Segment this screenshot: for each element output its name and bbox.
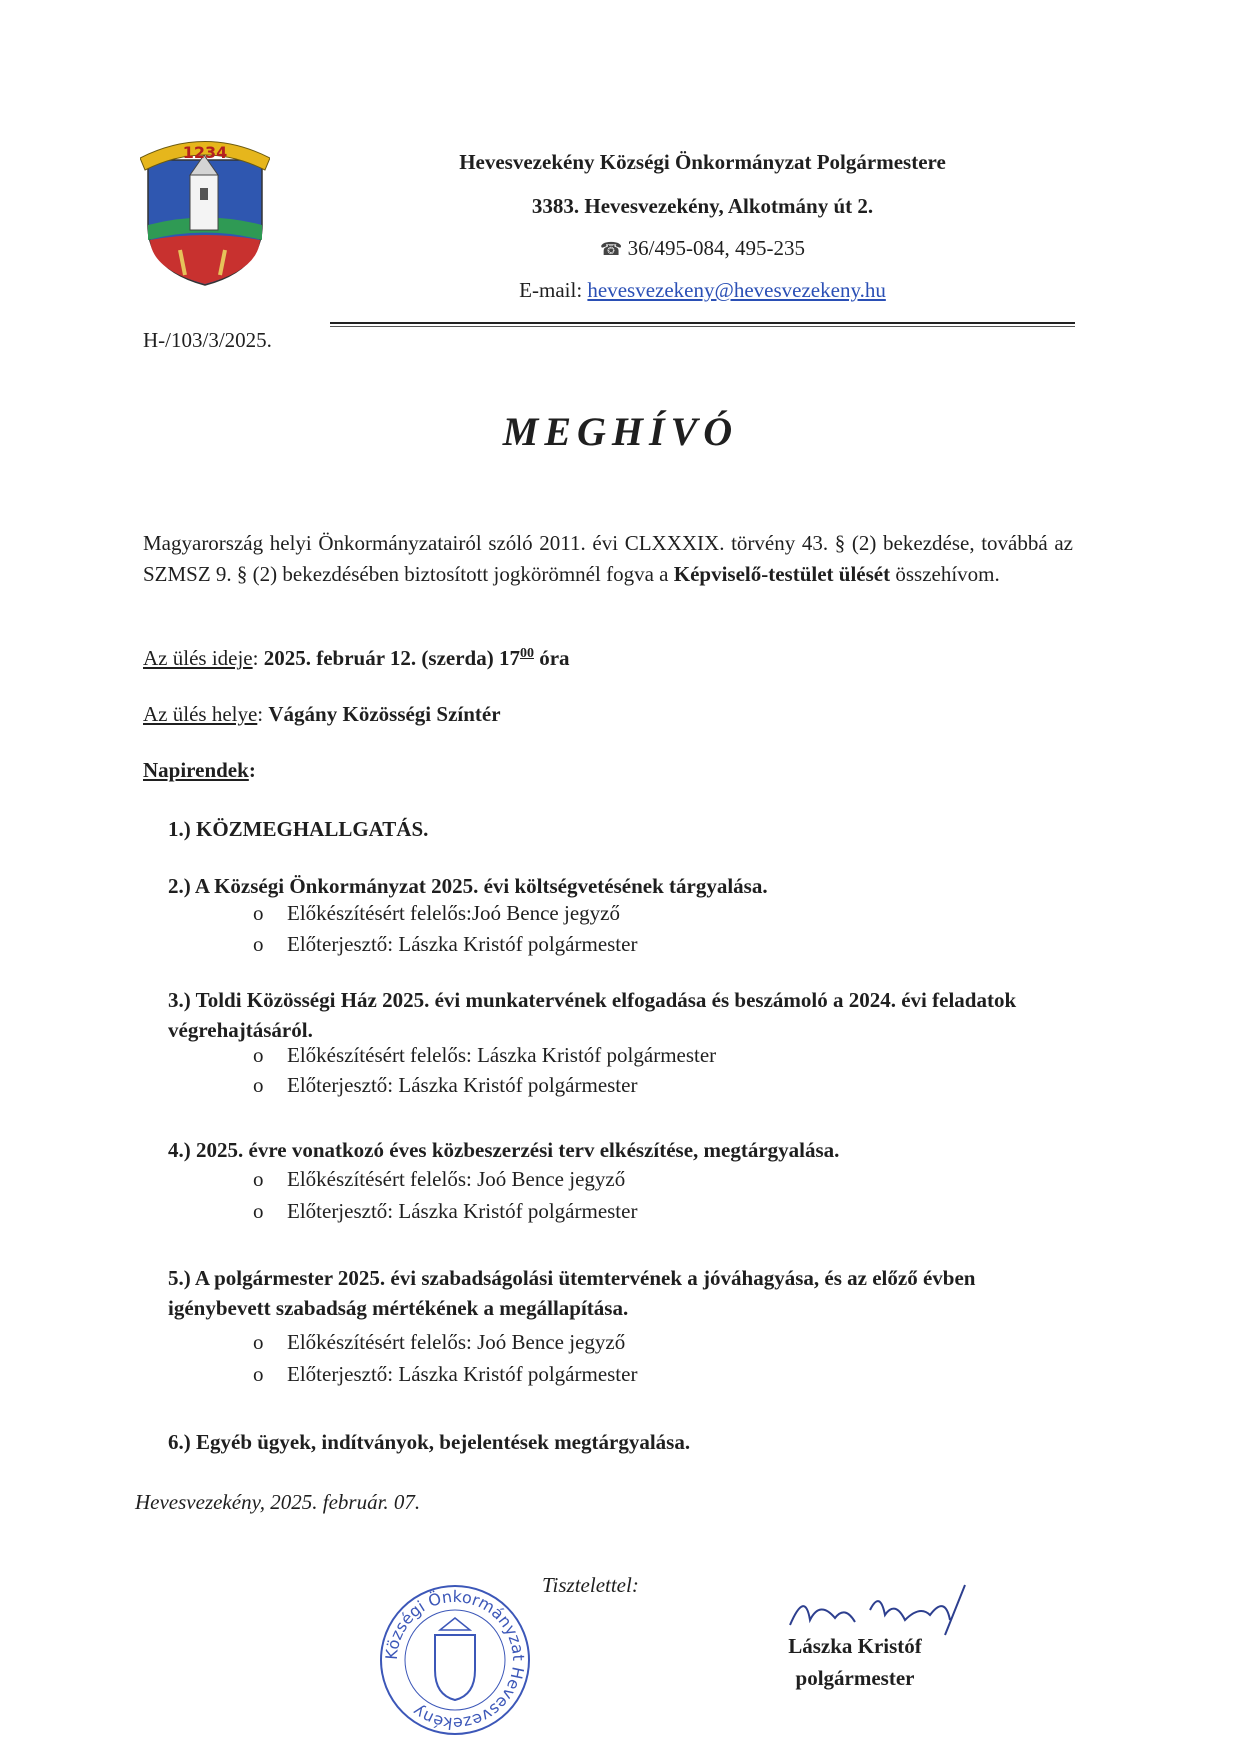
sub-text: Előterjesztő: Lászka Kristóf polgármester [287, 1362, 638, 1386]
reference-number: H-/103/3/2025. [143, 328, 272, 352]
phone-number: 36/495-084, 495-235 [627, 236, 805, 260]
header-divider [330, 322, 1075, 324]
org-email [330, 278, 1075, 303]
org-name: Hevesvezekény Községi Önkormányzat Polgármestere [459, 150, 946, 174]
signer-name: Lászka Kristóf [788, 1634, 922, 1658]
closing-respect: Tisztelettel: [542, 1573, 639, 1597]
crest-year: 1234 [182, 143, 228, 162]
intro-text: Magyarország helyi Önkormányzatairól szóló 2011. évi CLXXXIX. törvény 43. § (2) bekezdése, továbbá az SZMSZ 9. § (2) bekezdésében biztosított jogkörömnél fogva a [143, 531, 1073, 586]
meeting-time-sup: 00 [519, 646, 534, 661]
header-divider-thin [330, 326, 1075, 327]
agenda-item-5: 5.) A polgármester 2025. évi szabadságolási ütemtervének a jóváhagyása, és az előző évben igénybevett szabadság mértékének a megállapítása. [168, 1266, 976, 1320]
email-link[interactable]: hevesvezekeny@hevesvezekeny.hu [587, 278, 886, 302]
phone-icon: ☎ [600, 239, 623, 260]
intro-paragraph [143, 528, 1073, 590]
page-title: MEGHÍVÓ [502, 409, 739, 454]
agenda-item-2: 2.) A Községi Önkormányzat 2025. évi költségvetésének tárgyalása. [168, 874, 768, 898]
intro-tail: összehívom. [890, 562, 1000, 586]
sub-text: Előkészítésért felelős:Joó Bence jegyző [287, 901, 620, 925]
bullet: o [253, 1199, 264, 1223]
signer-block [760, 1630, 950, 1694]
bullet: o [253, 932, 264, 956]
meeting-time-suffix: óra [533, 646, 570, 670]
org-phone [330, 236, 1075, 261]
bullet: o [253, 1330, 264, 1354]
agenda-item-4: 4.) 2025. évre vonatkozó éves közbeszerzési terv elkészítése, megtárgyalása. [168, 1138, 840, 1162]
agenda-item-3: 3.) Toldi Közösségi Ház 2025. évi munkatervének elfogadása és beszámoló a 2024. évi feladatok végrehajtásáról. [168, 988, 1017, 1042]
bullet: o [253, 1073, 264, 1097]
official-stamp [375, 1580, 535, 1740]
bullet: o [253, 1362, 264, 1386]
sub-text: Előkészítésért felelős: Joó Bence jegyző [287, 1167, 626, 1191]
sub-text: Előkészítésért felelős: Joó Bence jegyző [287, 1330, 626, 1354]
agenda-item-6: 6.) Egyéb ügyek, indítványok, bejelentések megtárgyalása. [168, 1430, 691, 1454]
sub-text: Előterjesztő: Lászka Kristóf polgármester [287, 932, 638, 956]
meeting-place: Az ülés helye: Vágány Közösségi Színtér [143, 702, 501, 726]
org-address: 3383. Hevesvezekény, Alkotmány út 2. [531, 194, 874, 218]
meeting-time: Az ülés ideje: 2025. február 12. (szerda) $17^{00}$ óra [143, 646, 570, 670]
municipal-crest [140, 130, 270, 290]
agenda-label: Napirendek [143, 758, 249, 782]
sub-text: Előterjesztő: Lászka Kristóf polgármester [287, 1073, 638, 1097]
signer-title: polgármester [795, 1666, 915, 1690]
meeting-place-value: Vágány Közösségi Színtér [268, 702, 501, 726]
agenda-heading: Napirendek: [143, 758, 256, 782]
meeting-place-label: Az ülés helye [143, 702, 258, 726]
email-label: E-mail: [519, 278, 583, 302]
sub-text: Előkészítésért felelős: Lászka Kristóf polgármester [287, 1043, 717, 1067]
sub-text: Előterjesztő: Lászka Kristóf polgármester [287, 1199, 638, 1223]
meeting-time-label: Az ülés ideje [143, 646, 253, 670]
svg-text:Községi Önkormányzat Hevesveze: Községi Önkormányzat Hevesvezekény [381, 1586, 529, 1734]
agenda-item-1: 1.) KÖZMEGHALLGATÁS. [168, 817, 429, 841]
intro-bold: Képviselő-testület ülését [673, 562, 891, 586]
bullet: o [253, 1167, 264, 1191]
bullet: o [253, 1043, 264, 1067]
place-date: Hevesvezekény, 2025. február. 07. [135, 1490, 421, 1514]
bullet: o [253, 901, 264, 925]
meeting-time-value: 2025. február 12. (szerda) 17 [263, 646, 520, 670]
